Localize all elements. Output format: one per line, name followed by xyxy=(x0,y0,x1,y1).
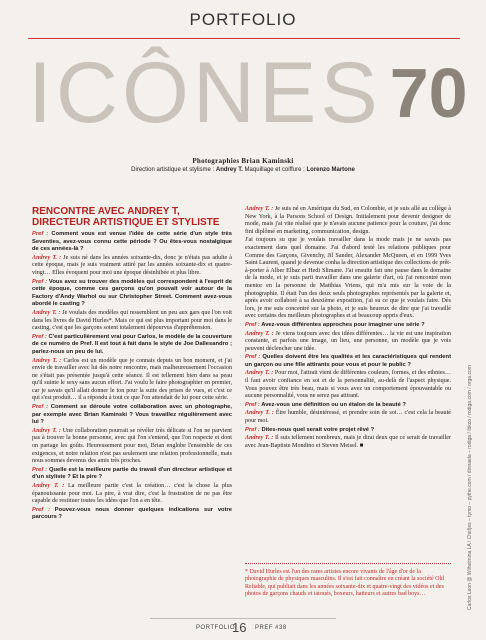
interview-answer: Andrey T. : Il suis tellement nombreux, mais je dirai deux que ce serait de travailler avec Jean-Baptiste Mondino et Steven Meisel. ■ xyxy=(245,435,451,449)
interview-question: Pref : Comment vous est venue l'idée de cette série d'un style très Seventies, avez-vous connu cette période ? Ou êtes-vous nostalgique de ces années-là ? xyxy=(32,231,232,253)
interview-answer: Andrey T. : Je viens toujours avec des idées différentes… la vie est une inspiration constante, et parfois une image, un lieu, une personne, un modèle que je vois peuvent déclencher une idée. xyxy=(245,330,452,352)
interview-column-right xyxy=(245,206,451,451)
page-number: 16 xyxy=(232,620,247,635)
interview-answer: Andrey T. : Une collaboration pourrait se révéler très délicate si l'on ne parvient pas à trouver la bonne personne, avec qui l'on s'entend, que l'on respecte et dont on partage les goûts. Heureusement pour moi, Brian englobe l'ensemble de ces exigences, et notre relation n'est pas seulement une relation professionnelle, mais nous sommes devenus des amis très proches. xyxy=(32,427,232,465)
answer-label: Andrey T. : xyxy=(245,410,274,417)
question-label: Pref : xyxy=(32,231,49,237)
interview-question: Pref : C'est particulièrement vrai pour Carlos, le modèle de la couverture de ce numéro de Pref. Il est tout à fait dans le style de Joe Dallesandro ; parlez-nous un peu de lui. xyxy=(32,333,233,355)
interview-question: Pref : Avez-vous une définition ou un étalon de la beauté ? xyxy=(245,401,406,408)
question-label: Pref : xyxy=(245,426,260,433)
answer-label: Andrey T. : xyxy=(245,435,274,442)
interview-question: Pref : Pouvez-vous nous donner quelques indications sur votre parcours ? xyxy=(32,506,232,521)
title-word: ICÔNES xyxy=(28,45,382,141)
header-rule xyxy=(28,38,460,39)
interview-answer: Andrey T. : Être humble, désintéressé, et prendre soin de soi… c'est cela la beauté pour moi. xyxy=(245,410,452,425)
question-label: Pref : xyxy=(32,506,50,513)
interview-question: Pref : Dites-nous quel serait votre projet rêvé ? xyxy=(245,426,375,433)
section-header: PORTFOLIO xyxy=(189,10,297,29)
answer-label: Andrey T. : xyxy=(245,330,274,337)
interview-answer: Andrey T. : Je suis né en Amérique du Sud, en Colombie, et je suis allé au collège à New York, à la Parsons School of Design. Initialement pour devenir designer de mode, mais j'ai vite réalisé que je n'avais aucune patience pour la couture, j'ai donc fini diplômé en marketing, communication, design. xyxy=(245,206,451,235)
answer-label: Andrey T. : xyxy=(32,254,62,261)
answer-label: Andrey T. : xyxy=(32,357,62,364)
question-label: Pref : xyxy=(245,401,260,408)
makeup-artist-name: Lorenzo Martone xyxy=(306,167,355,173)
interview-answer: Andrey T. : Je suis né dans les années soixante-dix, donc je n'étais pas adulte à cette époque, mais je suis vraiment attiré par les années soixante-dix et quatre-vingt… Elles évoquent pour moi une époque désinhibée et plus libre. xyxy=(32,254,232,276)
interview-answer: Andrey T. : Carlos est un modèle que je connais depuis un bon moment, et j'ai envie de travailler avec lui dès notre rencontre, mais malheureusement l'occasion ne s'était pas présentée jusqu'à cette séance. Il est tellement bien dans sa peau qu'il suinte le sexy sans aucun effort. J'ai voulu le faire photographier en premier, car je savais qu'il allait donner le ton pour la suite des prises de vues, et c'est ce qui s'est produit… il a répondu à tout ce que l'on attendait de lui pour cette série. xyxy=(32,357,232,402)
interview-paragraph: J'ai toujours su que je voulais travailler dans la mode mais je ne savais pas exactement dans quel domaine. J'ai d'abord testé les relations publiques pour Comme des Garçons, Givenchy, Jil Sander, Alexander McQueen, et en 1999 Yves Saint Laurent, quand je devenue conha la direction artistique des collections de prêt-à-porter à Alber Elbaz et Hedi Slimane. J'ai ensuite fait une pause dans le domaine de la mode, et je suis parti travailler dans une galerie d'art, où j'ai rencontré mon mentor en la personne de Matthias Vriens, qui m'a mis sur la voie de la photographie. Il était l'un des deux seuls photographes représentés par la galerie et, après avoir collaboré à sa deuxième exposition, j'ai su ce que je voulais faire. Dès lors, je me suis concentré sur la photo, et je suis heureux de dire que j'ai travaillé avec certains des meilleurs photographes et ai beaucoup appris d'eux. xyxy=(245,237,451,320)
credits xyxy=(0,157,486,175)
answer-label: Andrey T. : xyxy=(32,483,65,489)
interview-question: Pref : Comment se déroule votre collaboration avec un photographe, par exemple avec Brian Kaminski ? Vous travaillez régulièrement avec lui ? xyxy=(32,404,232,426)
question-label: Pref : xyxy=(245,321,260,328)
styling-credit: Direction artistique et stylisme : Andrey T. Maquillage et coiffure : Lorenzo Martone xyxy=(131,167,355,173)
question-label: Pref : xyxy=(32,278,48,285)
page-footer xyxy=(0,621,486,635)
question-label: Pref : xyxy=(32,333,47,340)
interview-answer: Andrey T. : La meilleure partie c'est la création… c'est la chose la plus épanouissante pour moi. La pire, à vrai dire, c'est la frustration de ne pas être capable de restituer toutes les idées que l'on a en tête. xyxy=(32,483,233,505)
photographer-credit: Photographies Brian Kaminski xyxy=(192,157,294,165)
interview-question: Pref : Quelles doivent être les qualités et les caractéristiques qui rendent un garçon ou une fille attirants pour vous et pour le public ? xyxy=(245,354,452,368)
interview-heading: RENCONTRE AVEC ANDREY T, DIRECTEUR ARTISTIQUE ET STYLISTE xyxy=(32,206,220,228)
question-label: Pref : xyxy=(32,466,48,473)
answer-label: Andrey T. : xyxy=(32,309,61,316)
footer-issue: PREF #38 xyxy=(255,625,287,631)
question-label: Pref : xyxy=(245,354,261,361)
footer-section: PORTFOLIO xyxy=(196,625,236,631)
art-director-name: Andrey T. xyxy=(215,167,243,173)
answer-label: Andrey T. : xyxy=(245,206,274,212)
interview-question: Pref : Quelle est la meilleure partie du travail d'un directeur artistique et d'un styliste ? Et la pire ? xyxy=(32,466,232,481)
question-label: Pref : xyxy=(32,404,48,411)
page-title xyxy=(28,45,468,141)
answer-label: Andrey T. : xyxy=(245,370,274,377)
side-credit: Carlos Leon @ Wilhelmina LA / Chefjes – tymo – pythe.com / dinnaela – rodiga / lbkco / rodiga.com / orga.com xyxy=(467,365,473,610)
title-number: 70 xyxy=(389,54,468,132)
interview-question: Pref : Avez-vous différentes approches pour imaginer une série ? xyxy=(245,321,425,328)
interview-column-left xyxy=(32,206,232,523)
interview-answer: Andrey T. : Je voulais des modèles qui ressemblent un peu aux gars que l'on voit dans les livres de David Hurles*. Mais ce qui est plus important pour moi dans le casting, c'est que les garçons soient totalement dépourvus d'appréhension. xyxy=(32,309,232,332)
interview-answer: Andrey T. : Pour moi, l'attrait vient de différentes couleurs, formes, et des ethnies… il faut avoir confiance en soi et de la personnalité, au-delà de l'aspect physique. Vous pouvez être très beau, mais si vous avez un comportement épouvantable ou aucune personnalité, vous ne serez pas attirant. xyxy=(245,370,451,400)
answer-label: Andrey T. : xyxy=(32,427,61,434)
footer-rule xyxy=(150,618,336,619)
interview-question: Pref : Vous avez su trouver des modèles qui correspondent à l'esprit de cette époque, comme ces garçons qu'on pouvait voir autour de la Factory d'Andy Warhol ou sur Christopher Street. Comment avez-vous abordé le casting ? xyxy=(32,278,232,308)
footnote: * David Hurles est l'un des rares artistes encore vivants de l'âge d'or de la photographie de physiques masculins. Il s'est fait connaître en créant la société Old Reliable, qui publiait dans les années soixante-dix et quatre-vingt des vidéos et des photos de garçons chauds et tatoués, boxeurs, hatteurs et autres bad boys… xyxy=(245,569,445,598)
footnote-rule xyxy=(245,563,451,564)
